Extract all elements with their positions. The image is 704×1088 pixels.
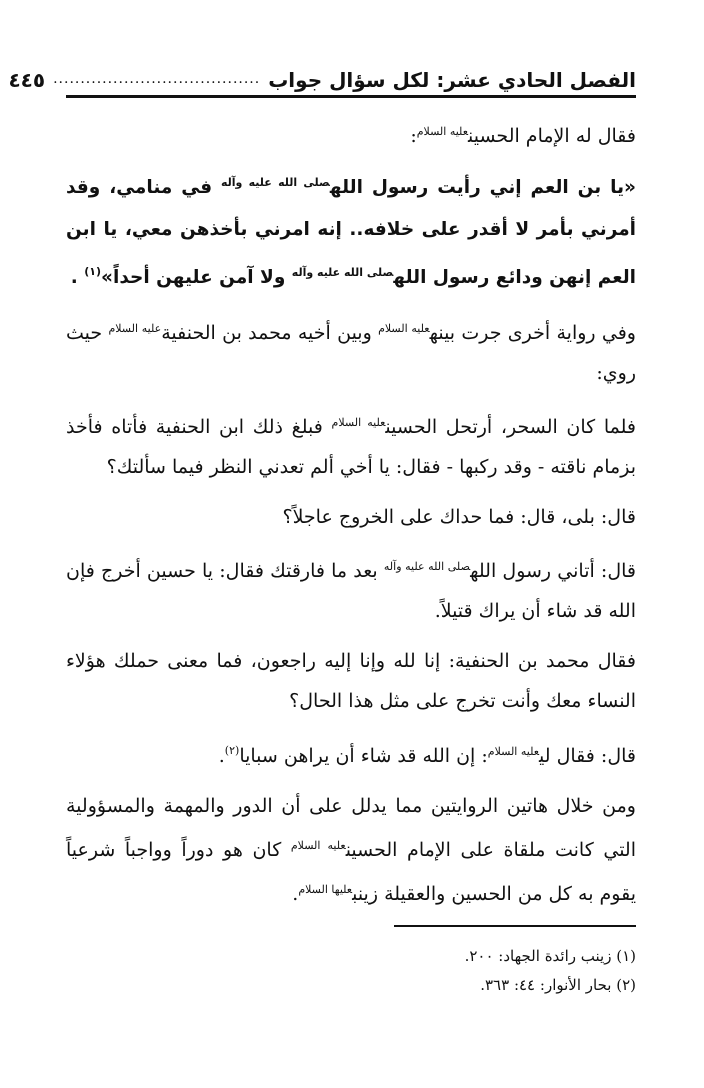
honorific-symbol: صلى الله عليه وآله — [383, 560, 471, 573]
leader-dots: ...................................... — [53, 71, 261, 87]
paragraph-departure — [66, 403, 636, 487]
text: وبين أخيه محمد بن الحنفية — [161, 322, 379, 344]
honorific-symbol: عليه السلام — [378, 322, 430, 335]
running-header — [8, 62, 636, 92]
footnote-1: (١) زينب رائدة الجهاد: ٢٠٠. — [464, 947, 636, 965]
text: فبلغ ذلك ابن الحنفية فأتاه فأخذ بزمام ناقته - وقد ركبها - فقال: يا أخي ألم تعدني النظر فيما سألتك؟ — [66, 416, 636, 478]
text: بعد ما فارقتك فقال: يا حسين أخرج فإن الله قد شاء أن يراك قتيلاً. — [66, 560, 636, 622]
footnote-separator — [394, 925, 636, 927]
text: ومن خلال هاتين الروايتين مما يدلل على أن الدور والمهمة والمسؤولية التي كانت ملقاة على الإمام الحسين — [66, 795, 636, 861]
paragraph-intro — [66, 112, 636, 156]
text: وفي رواية أخرى جرت بينه — [429, 322, 636, 344]
honorific-symbol: صلى الله عليه وآله — [291, 266, 394, 279]
honorific-symbol: عليه السلام — [416, 125, 469, 138]
honorific-symbol: عليه السلام — [290, 839, 346, 852]
paragraph-answer — [66, 547, 636, 631]
text: . — [292, 883, 299, 905]
paragraph-ibn-hanafiyya — [66, 641, 636, 721]
chapter-title: الفصل الحادي عشر: لكل سؤال جواب — [268, 68, 636, 92]
text: فقال له الإمام الحسين — [468, 125, 636, 147]
honorific-symbol: عليه السلام — [487, 745, 540, 758]
page-number: ٤٤٥ — [8, 68, 46, 92]
paragraph-quote — [66, 162, 636, 299]
paragraph-narration — [66, 309, 636, 393]
text: حيث روي: — [66, 322, 636, 384]
footnote-ref-2[interactable]: (٢) — [224, 744, 240, 757]
text: : إن الله قد شاء أن يراهن سبايا — [239, 745, 488, 767]
text: كان هو دوراً وواجباً شرعياً يقوم به كل من الحسين والعقيلة زينب — [66, 839, 636, 905]
footnote-ref-1[interactable]: (١) — [84, 265, 102, 278]
honorific-symbol: عليه السلام — [108, 322, 162, 335]
text: قال: أتاني رسول الله — [470, 560, 637, 582]
honorific-symbol: صلى الله عليه وآله — [220, 176, 330, 189]
text: قال: بلى، قال: فما حداك على الخروج عاجلاً؟ — [282, 506, 636, 528]
text: «يا بن العم إني رأيت رسول الله — [329, 177, 636, 198]
honorific-symbol: عليها السلام — [298, 883, 353, 896]
honorific-symbol: عليه السلام — [331, 416, 386, 429]
text: في منامي، وقد أمرني بأمر لا أقدر على خلافه.. إنه امرني بأخذهن معي، يا ابن العم إنهن ودائع رسول الله — [66, 177, 636, 288]
text: : — [410, 125, 417, 147]
text: . — [218, 745, 225, 767]
text: قال: فقال لي — [539, 745, 636, 767]
text: ولا آمن عليهن أحداً» — [101, 267, 292, 288]
footnotes — [66, 942, 636, 1000]
text: فلما كان السحر، أرتحل الحسين — [385, 416, 636, 438]
footnote-2: (٢) بحار الأنوار: ٤٤: ٣٦٣. — [480, 976, 636, 994]
paragraph-conclusion — [66, 786, 636, 914]
text: . — [70, 267, 85, 288]
paragraph-question — [66, 497, 636, 537]
page-body — [66, 112, 636, 924]
text: فقال محمد بن الحنفية: إنا لله وإنا إليه راجعون، فما معنى حملك هؤلاء النساء معك وأنت تخرج على مثل هذا الحال؟ — [66, 650, 636, 712]
header-rule — [66, 95, 636, 98]
paragraph-reply — [66, 731, 636, 776]
